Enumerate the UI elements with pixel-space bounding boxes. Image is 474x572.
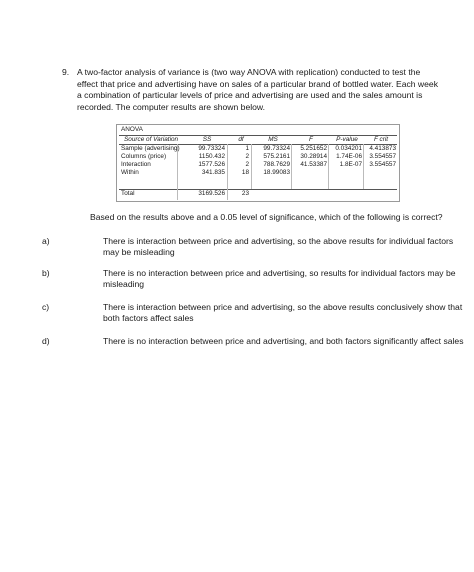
option-d[interactable]: [103, 336, 464, 347]
header-f: F: [309, 136, 313, 143]
row-fcrit: 3.554557: [369, 161, 396, 168]
option-letter-b: b): [42, 268, 50, 278]
header-ms: MS: [268, 136, 278, 143]
row-ss: 1150.432: [198, 153, 225, 160]
option-line: There is interaction between price and advertising, so the above results conclusively show that: [103, 302, 463, 312]
question-line: A two-factor analysis of variance is (two way ANOVA with replication) conducted to test the: [77, 67, 421, 77]
column-divider: [291, 144, 292, 189]
option-letter-d: d): [42, 336, 50, 346]
column-divider: [227, 144, 228, 200]
option-line: misleading: [103, 279, 145, 290]
row-pvalue: 0.034201: [335, 145, 362, 152]
row-f: 5.251652: [300, 145, 327, 152]
column-divider: [363, 144, 364, 189]
row-fcrit: 4.413873: [369, 145, 396, 152]
option-letter-a: a): [42, 236, 50, 246]
question-text: [77, 67, 447, 113]
header-df: df: [238, 136, 244, 143]
question-line: effect that price and advertising have on sales of a particular brand of bottled water. Each week: [77, 78, 438, 89]
total-df: 23: [241, 190, 249, 197]
row-f: 30.28914: [300, 153, 327, 160]
anova-title: ANOVA: [121, 126, 143, 133]
row-ms: 788.7629: [263, 161, 290, 168]
option-line: both factors affect sales: [103, 313, 194, 324]
total-ss: 3169.526: [198, 190, 225, 197]
option-b[interactable]: [103, 268, 456, 291]
column-divider: [251, 144, 252, 189]
row-df: 2: [245, 153, 249, 160]
anova-table: [116, 124, 400, 202]
row-df: 2: [245, 161, 249, 168]
question-number: 9.: [62, 67, 70, 77]
row-fcrit: 3.554557: [369, 153, 396, 160]
row-f: 41.53387: [300, 161, 327, 168]
column-divider: [177, 144, 178, 200]
option-c[interactable]: [103, 302, 463, 325]
row-pvalue: 1.74E-06: [336, 153, 362, 160]
column-divider: [328, 144, 329, 189]
row-source: Interaction: [121, 161, 151, 168]
header-pvalue: P-value: [336, 136, 358, 143]
row-source: Columns (price): [121, 153, 167, 160]
header-source: Source of Variation: [124, 136, 179, 143]
option-line: There is interaction between price and advertising, so the above results for individual factors: [103, 236, 454, 246]
row-df: 18: [241, 169, 249, 176]
header-fcrit: F crit: [373, 136, 389, 143]
row-ms: 575.2161: [263, 153, 290, 160]
row-ss: 341.835: [201, 169, 225, 176]
total-label: Total: [121, 190, 135, 197]
row-ss: 99.73324: [198, 145, 225, 152]
question-line: a combination of particular levels of price and advertising are used and the sales amount is: [77, 90, 423, 101]
option-line: There is no interaction between price and advertising, so results for individual factors may be: [103, 268, 456, 278]
row-ms: 99.73324: [263, 145, 290, 152]
header-ss: SS: [202, 136, 212, 143]
option-a[interactable]: [103, 236, 454, 259]
row-ms: 18.99083: [263, 169, 290, 176]
divider: [119, 189, 397, 190]
option-line: There is no interaction between price and advertising, and both factors significantly affect sales: [103, 336, 464, 346]
row-df: 1: [245, 145, 249, 152]
row-ss: 1577.526: [198, 161, 225, 168]
option-letter-c: c): [42, 302, 50, 312]
answer-prompt: Based on the results above and a 0.05 level of significance, which of the following is correct?: [90, 212, 443, 222]
row-source: Sample (advertising): [121, 145, 180, 152]
row-source: Within: [121, 169, 139, 176]
question-line: recorded. The computer results are shown below.: [77, 101, 266, 112]
option-line: may be misleading: [103, 247, 175, 258]
row-pvalue: 1.8E-07: [339, 161, 362, 168]
